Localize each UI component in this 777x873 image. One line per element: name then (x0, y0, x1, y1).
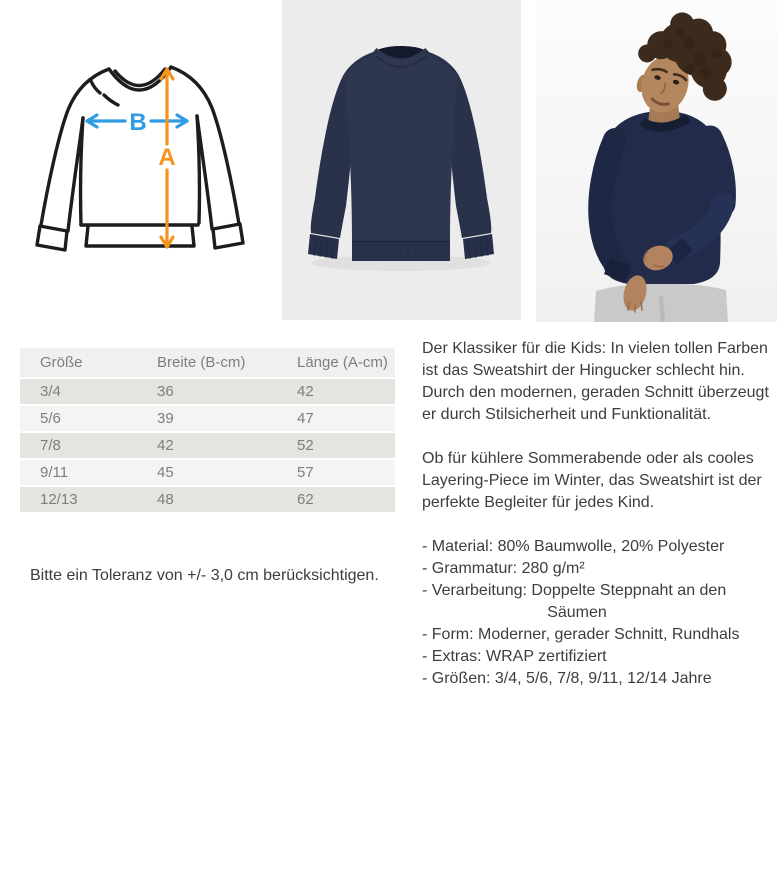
cell-width: 48 (137, 487, 277, 514)
cell-size: 3/4 (20, 379, 137, 406)
spec-groessen: - Größen: 3/4, 5/6, 7/8, 9/11, 12/14 Jahre (422, 670, 712, 687)
spec-extras: - Extras: WRAP zertifiziert (422, 648, 607, 665)
cell-size: 5/6 (20, 406, 137, 433)
model-photo[interactable] (536, 0, 777, 322)
table-header-row (20, 348, 395, 379)
sweatshirt-outline (37, 67, 243, 250)
product-photo[interactable] (282, 0, 521, 320)
col-header-size: Größe (20, 348, 137, 379)
cell-length: 42 (277, 379, 395, 406)
cell-width: 45 (137, 460, 277, 487)
cell-size: 9/11 (20, 460, 137, 487)
spec-verarbeitung: - Verarbeitung: Doppelte Steppnaht an den (422, 582, 727, 599)
spec-material: - Material: 80% Baumwolle, 20% Polyester (422, 538, 725, 555)
cell-width: 42 (137, 433, 277, 460)
col-header-width: Breite (B-cm) (137, 348, 277, 379)
size-chart-table (20, 348, 395, 514)
description-paragraph-2: Ob für kühlere Sommerabende oder als cooles Layering-Piece im Winter, das Sweatshirt ist der perfekte Begleiter für jedes Kind. (422, 450, 762, 511)
table-row (20, 460, 395, 487)
length-label: A (158, 144, 176, 171)
table-row (20, 433, 395, 460)
cell-width: 36 (137, 379, 277, 406)
cell-length: 62 (277, 487, 395, 514)
table-row (20, 379, 395, 406)
description-paragraph-1: Der Klassiker für die Kids: In vielen tollen Farben ist das Sweatshirt der Hingucker schlecht hin. Durch den modernen, geraden Schnitt überzeugt er durch Stilsicherheit und Funktionalität. (422, 340, 769, 423)
cell-length: 47 (277, 406, 395, 433)
width-label: B (129, 109, 147, 136)
size-diagram-image[interactable] (30, 40, 250, 270)
product-description (422, 338, 774, 690)
navy-sweatshirt-photo (282, 0, 521, 320)
table-row (20, 406, 395, 433)
tolerance-note: Bitte ein Toleranz von +/- 3,0 cm berücksichtigen. (30, 567, 379, 584)
spec-verarbeitung-continued: Säumen (547, 604, 607, 621)
cell-size: 7/8 (20, 433, 137, 460)
kid-wearing-sweatshirt-photo (536, 0, 777, 322)
sweatshirt-outline-icon (30, 40, 250, 270)
table-row (20, 487, 395, 514)
col-header-length: Länge (A-cm) (277, 348, 395, 379)
cell-length: 52 (277, 433, 395, 460)
cell-size: 12/13 (20, 487, 137, 514)
spec-list (422, 536, 774, 690)
spec-grammatur: - Grammatur: 280 g/m² (422, 560, 585, 577)
spec-form: - Form: Moderner, gerader Schnitt, Rundhals (422, 626, 740, 643)
cell-length: 57 (277, 460, 395, 487)
cell-width: 39 (137, 406, 277, 433)
